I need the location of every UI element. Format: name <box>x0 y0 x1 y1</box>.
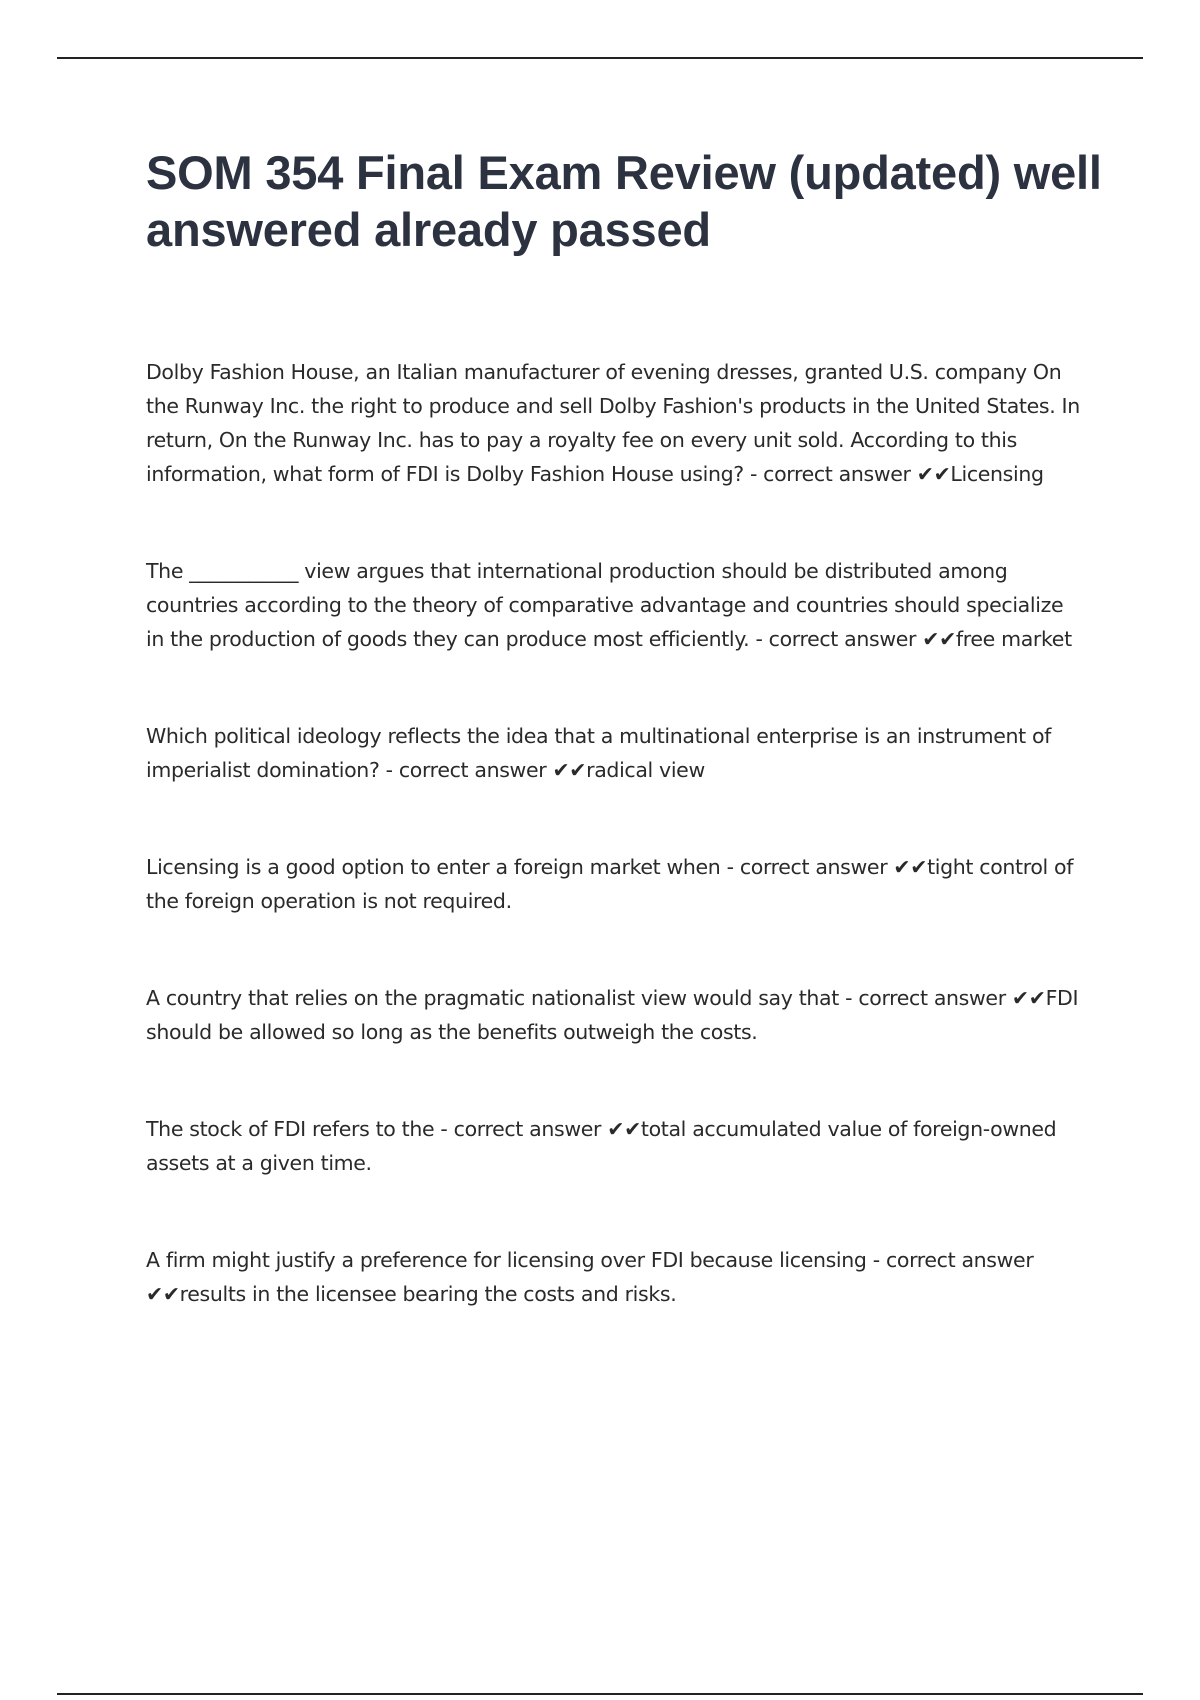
top-rule <box>57 57 1143 59</box>
qa-item <box>146 554 1086 656</box>
qa-item-text: A country that relies on the pragmatic nationalist view would say that - correct answer ✔✔FDI should be allowed so long as the benefits outweigh the costs. <box>146 986 1079 1044</box>
qa-item <box>146 719 1086 787</box>
qa-item-text: The stock of FDI refers to the - correct answer ✔✔total accumulated value of foreign-owned assets at a given time. <box>146 1117 1057 1175</box>
qa-item <box>146 1112 1086 1180</box>
qa-item-text: The ___________ view argues that international production should be distributed among countries according to the theory of comparative advantage and countries should specialize in the production of goods they can produce most efficiently. - correct answer ✔✔free market <box>146 559 1072 651</box>
qa-item-text: Licensing is a good option to enter a foreign market when - correct answer ✔✔tight control of the foreign operation is not required. <box>146 855 1074 913</box>
qa-item <box>146 355 1086 491</box>
qa-item-text: Dolby Fashion House, an Italian manufacturer of evening dresses, granted U.S. company On the Runway Inc. the right to produce and sell Dolby Fashion's products in the United States. In return, On the Runway Inc. has to pay a royalty fee on every unit sold. According to this information, what form of FDI is Dolby Fashion House using? - correct answer ✔✔Licensing <box>146 360 1080 486</box>
qa-item <box>146 981 1086 1049</box>
bottom-rule <box>57 1693 1143 1695</box>
qa-item-text: A firm might justify a preference for licensing over FDI because licensing - correct answer ✔✔results in the licensee bearing the costs and risks. <box>146 1248 1034 1306</box>
qa-item <box>146 850 1086 918</box>
qa-item <box>146 1243 1086 1311</box>
qa-item-text: Which political ideology reflects the idea that a multinational enterprise is an instrument of imperialist domination? - correct answer ✔✔radical view <box>146 724 1052 782</box>
qa-list <box>146 355 1086 1311</box>
page-title: SOM 354 Final Exam Review (updated) well answered already passed <box>146 146 1102 256</box>
